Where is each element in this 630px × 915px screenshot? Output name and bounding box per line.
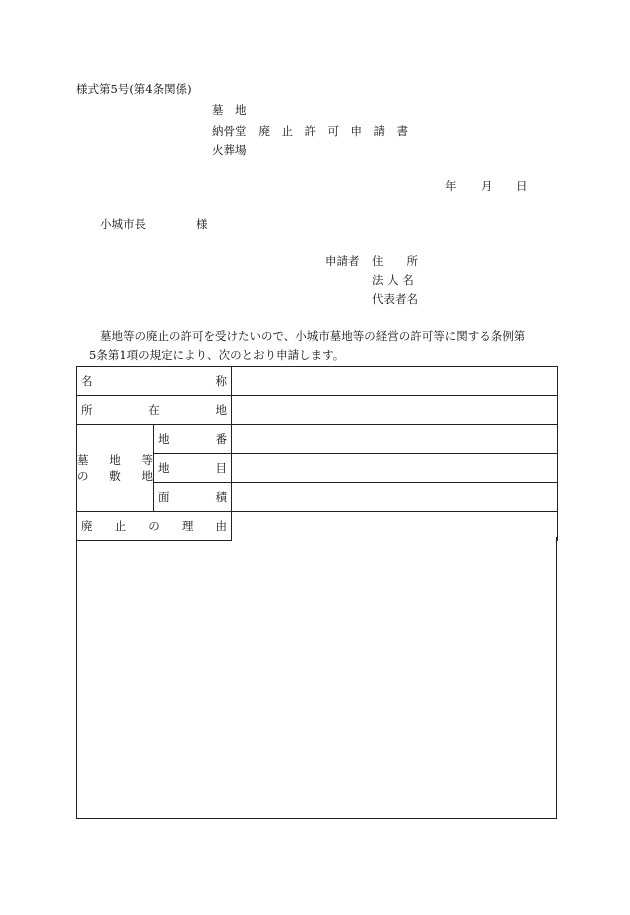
body-text-line2: 5条第1項の規定により、次のとおり申請します。 <box>89 348 345 362</box>
name-value-cell[interactable] <box>232 367 558 396</box>
form-number: 様式第5号(第4条関係) <box>76 82 192 96</box>
location-label: 所 在 地 <box>77 396 232 425</box>
application-table <box>76 366 558 541</box>
reason-label: 廃 止 の 理 由 <box>77 512 232 541</box>
lot-number-value-cell[interactable] <box>232 425 558 454</box>
title-line-cemetery: 墓 地 <box>212 103 247 117</box>
name-label: 名 称 <box>77 367 232 396</box>
location-value-cell[interactable] <box>232 396 558 425</box>
applicant-label: 申請者 <box>325 254 360 268</box>
addressee-name: 小城市長 <box>100 217 146 231</box>
land-category-value-cell[interactable] <box>232 454 558 483</box>
title-ossuary: 納骨堂 <box>212 124 247 138</box>
table-row-location <box>77 396 558 425</box>
area-value-cell[interactable] <box>232 483 558 512</box>
applicant-representative-label: 代表者名 <box>372 292 418 306</box>
date-year: 年 <box>445 179 457 193</box>
land-category-label: 地 目 <box>154 454 232 483</box>
table-row-lot-number <box>77 425 558 454</box>
title-line-main <box>212 126 408 138</box>
area-label: 面 積 <box>154 483 232 512</box>
cemetery-site-label: 墓 地 等 の 敷 地 <box>77 425 154 512</box>
title-line-crematorium: 火葬場 <box>212 143 247 157</box>
date-day: 日 <box>516 179 528 193</box>
title-application: 廃 止 許 可 申 請 書 <box>258 124 408 138</box>
date-month: 月 <box>481 179 493 193</box>
table-row-name <box>77 367 558 396</box>
applicant-corp-name-label: 法 人 名 <box>372 273 414 287</box>
body-text-line1: 墓地等の廃止の許可を受けたいので、小城市墓地等の経営の許可等に関する条例第 <box>100 329 526 343</box>
addressee-suffix: 様 <box>196 217 208 231</box>
applicant-address-label: 住 所 <box>372 254 418 268</box>
reason-value-area[interactable] <box>76 537 557 819</box>
lot-number-label: 地 番 <box>154 425 232 454</box>
